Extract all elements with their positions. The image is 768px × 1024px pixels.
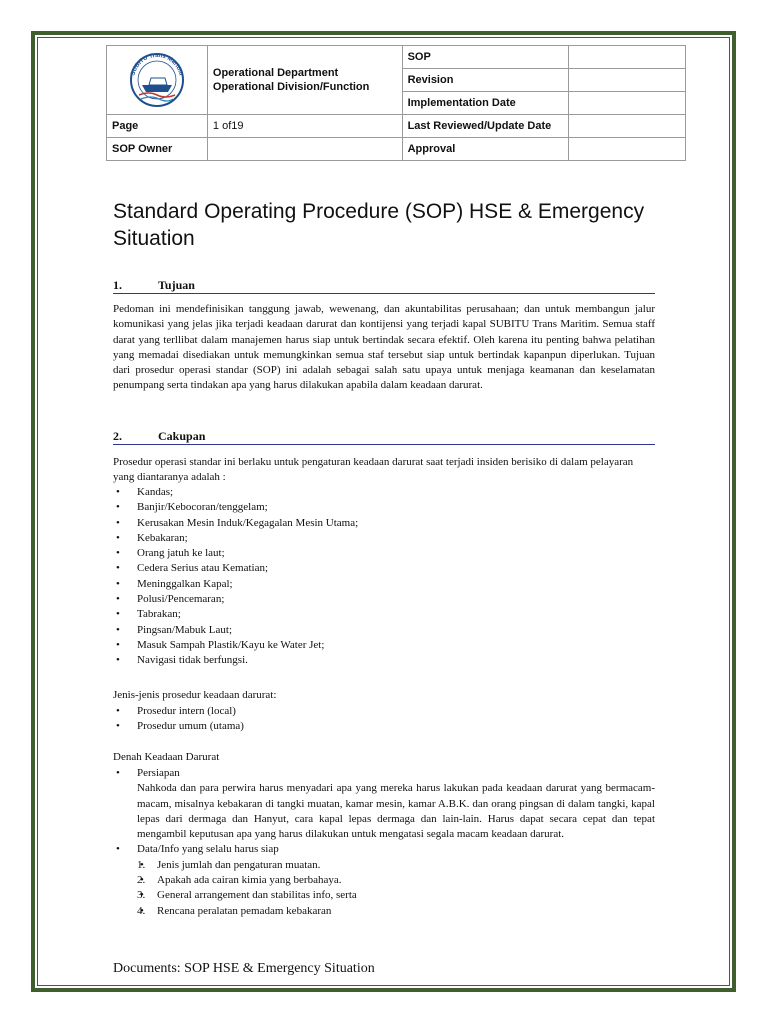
incident-list xyxy=(113,485,655,669)
procedure-types-intro: Jenis-jenis prosedur keadaan darurat: xyxy=(113,689,277,701)
section-number: 2. xyxy=(113,429,122,443)
list-item-data-info xyxy=(113,842,655,918)
list-item: • Pingsan/Mabuk Laut; xyxy=(113,623,655,638)
sop-value xyxy=(569,46,686,69)
implementation-date-label: Implementation Date xyxy=(402,92,569,115)
logo-text: SUBITU Trans Maritim xyxy=(130,52,184,76)
revision-label: Revision xyxy=(402,69,569,92)
list-item: • Kebakaran; xyxy=(113,531,655,546)
list-item: • Banjir/Kebocoran/tenggelam; xyxy=(113,500,655,515)
list-item: • Polusi/Pencemaran; xyxy=(113,592,655,607)
numbered-item: • 1. Jenis jumlah dan pengaturan muatan. xyxy=(137,858,655,873)
list-item: • Tabrakan; xyxy=(113,607,655,622)
document-title: Standard Operating Procedure (SOP) HSE & Emergency Situation xyxy=(113,200,645,250)
section-number: 1. xyxy=(113,278,122,292)
list-item: • Kerusakan Mesin Induk/Kegagalan Mesin Utama; xyxy=(113,516,655,531)
list-item-persiapan xyxy=(113,766,655,842)
section-title: Tujuan xyxy=(158,278,195,292)
numbered-item: • 4. Rencana peralatan pemadam kebakaran xyxy=(137,904,655,919)
numbered-item: • 2. Apakah ada cairan kimia yang berbahaya. xyxy=(137,873,655,888)
data-info-list xyxy=(137,858,655,919)
emergency-plan-intro: Denah Keadaan Darurat xyxy=(113,751,220,763)
list-item: • Cedera Serius atau Kematian; xyxy=(113,561,655,576)
footer-document-name: Documents: SOP HSE & Emergency Situation xyxy=(113,961,375,976)
department-name: Operational Department xyxy=(212,67,339,79)
data-info-label: • Data/Info yang selalu harus siap xyxy=(137,843,279,856)
department-cell xyxy=(207,46,402,115)
list-item: • Orang jatuh ke laut; xyxy=(113,546,655,561)
sop-owner-value xyxy=(207,138,402,161)
cakupan-intro: Prosedur operasi standar ini berlaku untuk pengaturan keadaan darurat saat terjadi insiden berisiko di dalam pelayaran yang diantaranya adalah : xyxy=(113,456,634,484)
approval-label: Approval xyxy=(402,138,569,161)
page-value: 1 of19 xyxy=(207,115,402,138)
document-header-table xyxy=(106,45,686,161)
tujuan-paragraph: Pedoman ini mendefinisikan tanggung jawab, wewenang, dan akuntabilitas perusahaan; dan untuk membangun jalur komunikasi yang jelas jika terjadi keadaan darurat dan kontijensi yang terjadi kapal SUBITU Trans Maritim. Semua staff darat yang terllibat dalam manajemen harus siap untuk bertindak secara efektif. Oleh karena itu penting bahwa pelatihan yang memadai disediakan untuk memungkinkan semua staf tersebut siap untuk bertindak kapanpun diperlukan. Tujuan dari prosedur operasi standar (SOP) ini adalah sebagai salah satu upaya untuk menjaga keamanan dan keselamatan penumpang serta tindakan apa yang harus dilakukan apabila dalam keadaan darurat. xyxy=(113,303,655,392)
section-heading-tujuan xyxy=(113,277,655,294)
page-label: Page xyxy=(107,115,208,138)
numbered-item: • 3. General arrangement dan stabilitas info, serta xyxy=(137,888,655,903)
revision-value xyxy=(569,69,686,92)
section-title: Cakupan xyxy=(158,429,206,443)
last-reviewed-value xyxy=(569,115,686,138)
sop-owner-label: SOP Owner xyxy=(107,138,208,161)
section-heading-cakupan xyxy=(113,428,655,445)
logo-cell xyxy=(107,46,208,115)
list-item: • Navigasi tidak berfungsi. xyxy=(113,653,655,668)
division-name: Operational Division/Function xyxy=(212,81,370,93)
list-item: • Prosedur umum (utama) xyxy=(113,719,655,734)
approval-value xyxy=(569,138,686,161)
list-item: • Kandas; xyxy=(113,485,655,500)
company-logo-icon xyxy=(125,50,189,108)
procedure-types-list xyxy=(113,704,655,735)
emergency-plan-list xyxy=(113,766,655,919)
list-item: • Masuk Sampah Plastik/Kayu ke Water Jet; xyxy=(113,638,655,653)
list-item: • Meninggalkan Kapal; xyxy=(113,577,655,592)
sop-label: SOP xyxy=(402,46,569,69)
last-reviewed-label: Last Reviewed/Update Date xyxy=(402,115,569,138)
implementation-date-value xyxy=(569,92,686,115)
persiapan-label: • Persiapan xyxy=(137,767,180,779)
list-item: • Prosedur intern (local) xyxy=(113,704,655,719)
persiapan-text: Nahkoda dan para perwira harus menyadari apa yang mereka harus lakukan pada keadaan darurat yang bermacam-macam, misalnya kebakaran di tangki muatan, kamar mesin, kamar A.B.K. dan orang pingsan di dalam tangki, kapal lepas dari dermaga dan Hanyut, cara kapal lepas dermaga dan lain-lain. Harus dapat secara cepat dan tepat mengambil keputusan apa yang harus dilakukan untuk mengatasi segala macam keadaan darurat. xyxy=(137,782,655,841)
